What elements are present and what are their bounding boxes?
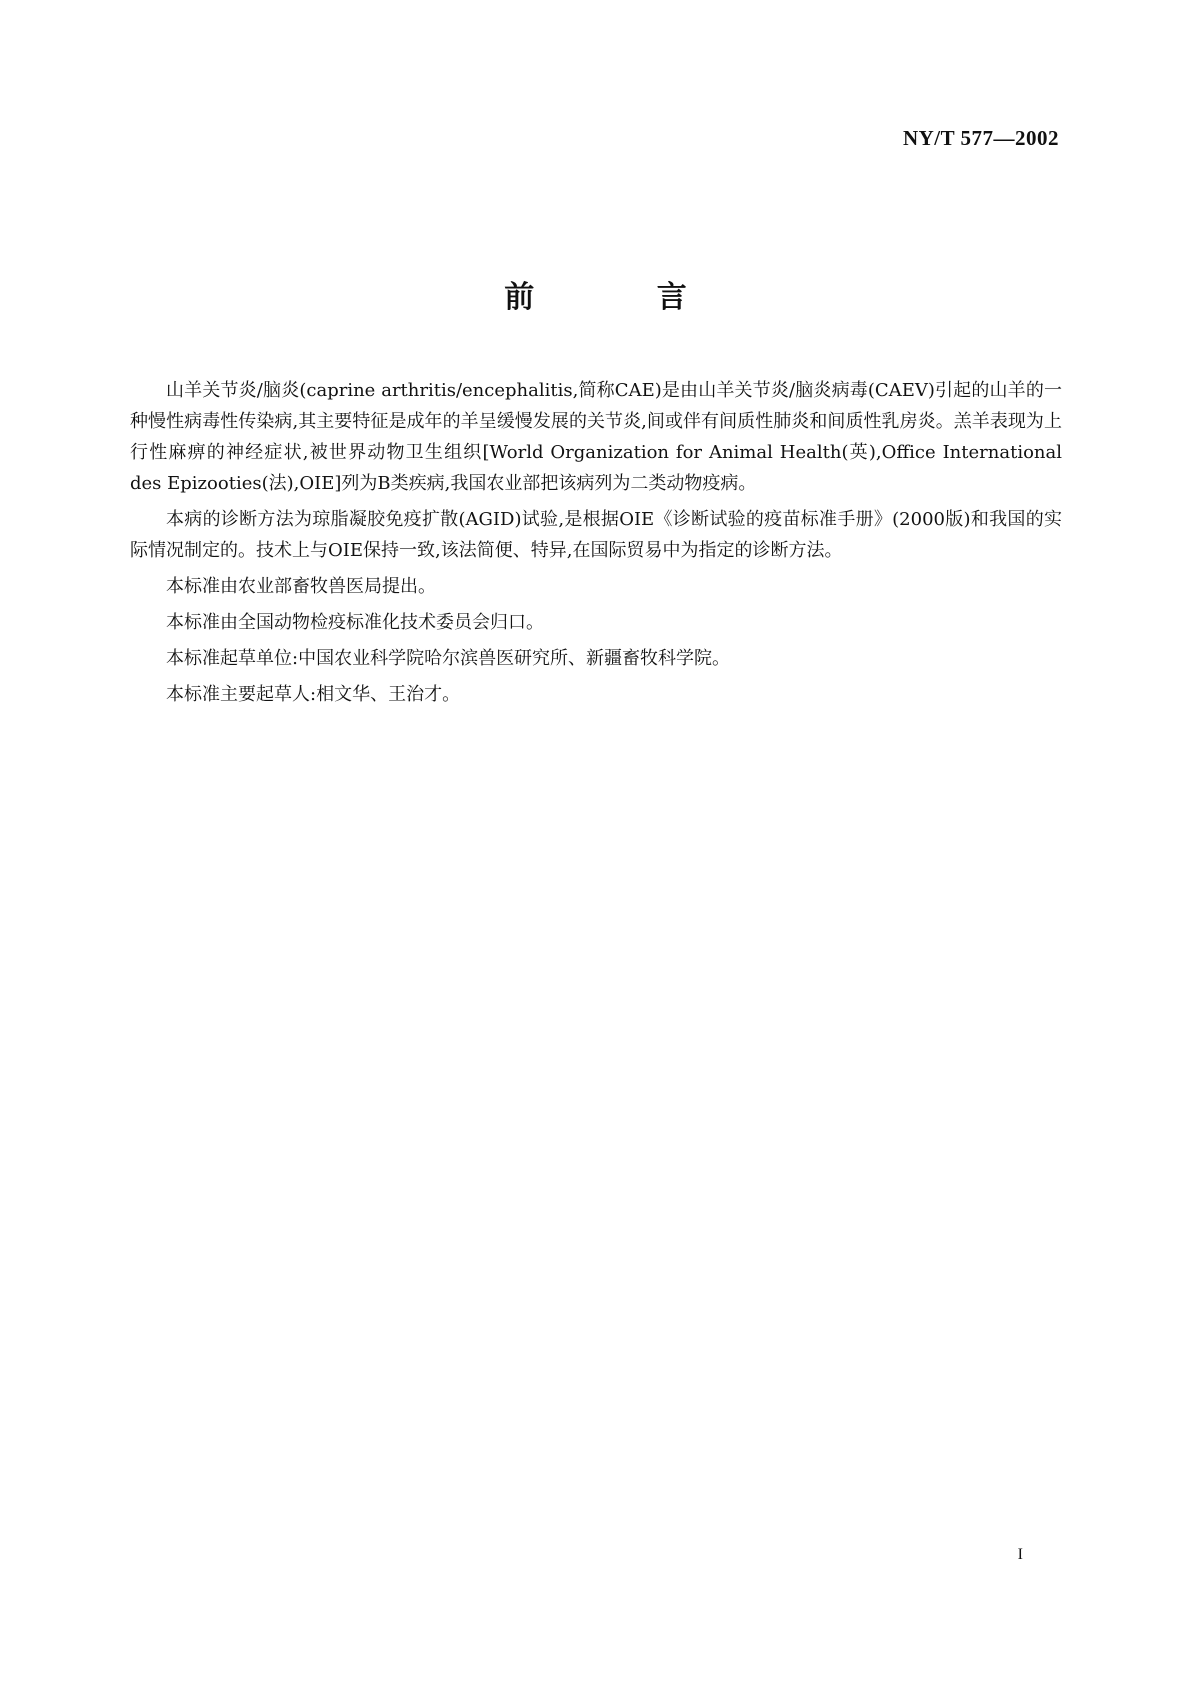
page-number: I [1017, 1546, 1023, 1563]
paragraph-intro: 山羊关节炎/脑炎(caprine arthritis/encephalitis,简称CAE)是由山羊关节炎/脑炎病毒(CAEV)引起的山羊的一种慢性病毒性传染病,其主要特征是成年的羊呈缓慢发展的关节炎,间或伴有间质性肺炎和间质性乳房炎。羔羊表现为上行性麻痹的神经症状,被世界动物卫生组织[World Organization for Animal Health(英),Office International des Epizooties(法),OIE]列为B类疾病,我国农业部把该病列为二类动物疫病。 [130, 380, 1062, 494]
paragraph-drafting-units: 本标准起草单位:中国农业科学院哈尔滨兽医研究所、新疆畜牧科学院。 [166, 648, 731, 669]
paragraph-drafters: 本标准主要起草人:相文华、王治才。 [166, 684, 461, 705]
foreword-body [130, 375, 1062, 715]
paragraph-proposer: 本标准由农业部畜牧兽医局提出。 [166, 576, 436, 597]
paragraph-committee: 本标准由全国动物检疫标准化技术委员会归口。 [166, 612, 544, 633]
standard-code: NY/T 577—2002 [902, 126, 1059, 150]
page-title: 前 言 [504, 280, 743, 315]
paragraph-method: 本病的诊断方法为琼脂凝胶免疫扩散(AGID)试验,是根据OIE《诊断试验的疫苗标准手册》(2000版)和我国的实际情况制定的。技术上与OIE保持一致,该法简便、特异,在国际贸易中为指定的诊断方法。 [130, 509, 1062, 561]
